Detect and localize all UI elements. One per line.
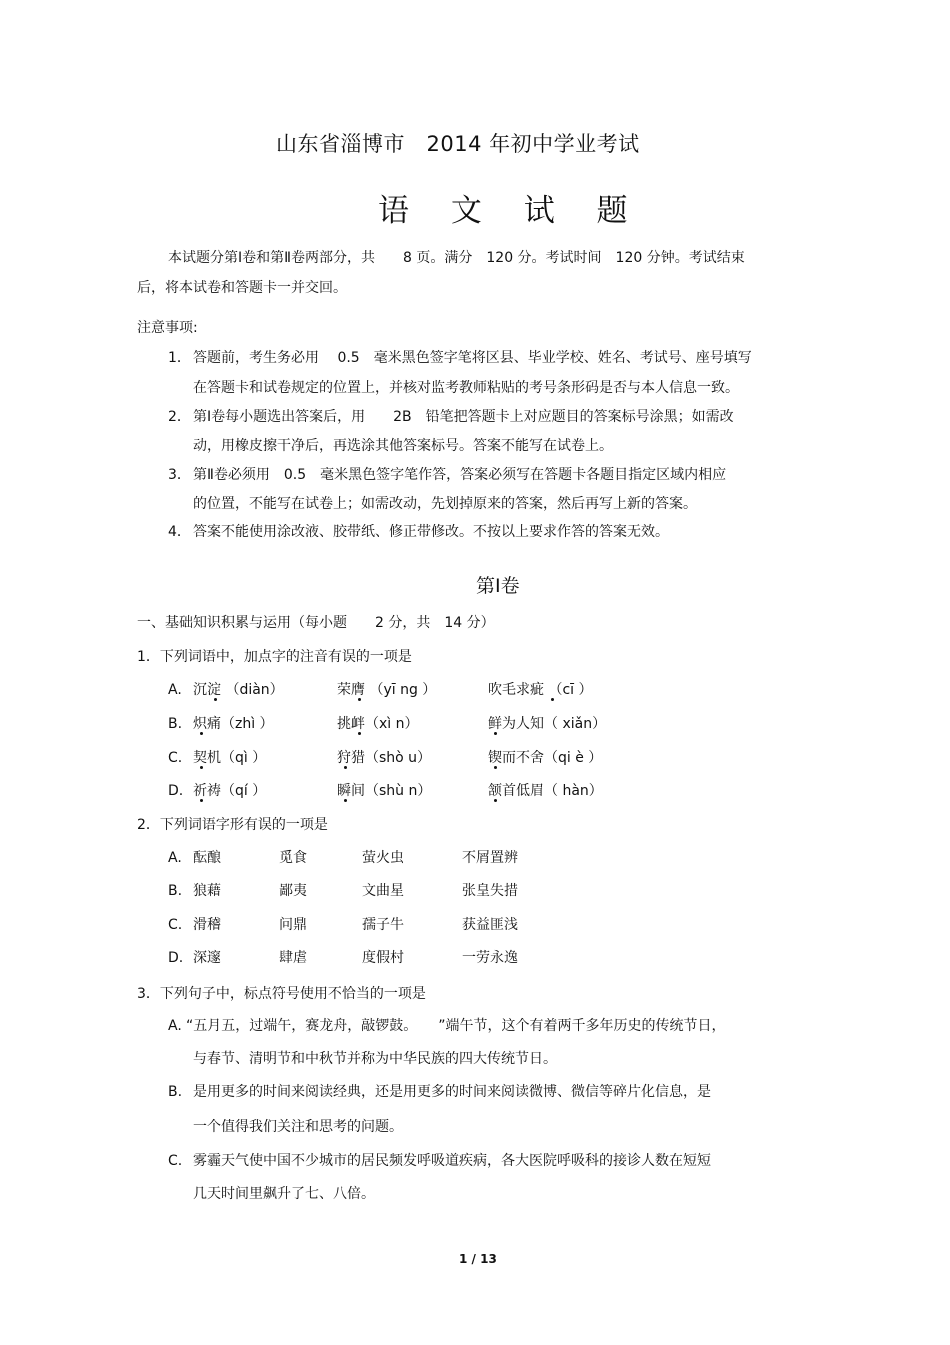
emphasis-dot — [494, 799, 497, 802]
intro-line-1: 本试题分第Ⅰ卷和第Ⅱ卷两部分，共 8 页。满分 120 分。考试时间 120 分钟。考试结束 — [168, 250, 745, 266]
q1-option-a-word-2: 荣膺 （yī ng ） — [337, 682, 437, 698]
emphasis-dot — [358, 698, 361, 701]
q2-option-b-word-2: 鄙夷 — [279, 883, 307, 899]
q2-option-a-word-2: 觅食 — [279, 850, 307, 866]
q3-option-c-line-2: 几天时间里飙升了七、八倍。 — [193, 1186, 375, 1202]
q1-option-c-label: C. — [168, 750, 183, 766]
question-3-stem: 3．下列句子中，标点符号使用不恰当的一项是 — [137, 986, 426, 1002]
emphasis-dot — [358, 732, 361, 735]
emphasis-dot — [344, 766, 347, 769]
part-1-heading: 第Ⅰ卷 — [476, 575, 520, 597]
q2-option-a-label: A. — [168, 850, 182, 866]
intro-line-2: 后，将本试卷和答题卡一并交回。 — [137, 280, 347, 296]
q3-option-a-line-1: “五月五，过端午，赛龙舟，敲锣鼓。 ”端午节，这个有着两千多年历史的传统节日， — [186, 1018, 726, 1034]
q2-option-c-label: C. — [168, 917, 183, 933]
note-4-num: 4． — [168, 524, 191, 540]
q2-option-c-word-3: 孺子牛 — [362, 917, 404, 933]
emphasis-dot — [494, 766, 497, 769]
q2-option-c-word-2: 问鼎 — [279, 917, 307, 933]
question-2-stem: 2．下列词语字形有误的一项是 — [137, 817, 328, 833]
q1-option-d-label: D. — [168, 783, 184, 799]
q1-option-b-word-1: 炽痛（zhì ） — [193, 716, 274, 732]
q2-option-a-word-3: 萤火虫 — [362, 850, 404, 866]
q1-option-a-label: A. — [168, 682, 182, 698]
q3-option-a-label: A. — [168, 1018, 182, 1034]
q2-option-a-word-4: 不屑置辨 — [462, 850, 518, 866]
note-1-num: 1． — [168, 350, 191, 366]
emphasis-dot — [200, 732, 203, 735]
emphasis-dot — [200, 766, 203, 769]
note-2-line-1: 第Ⅰ卷每小题选出答案后，用 2B 铅笔把答题卡上对应题目的答案标号涂黑；如需改 — [193, 409, 734, 425]
q2-option-d-label: D. — [168, 950, 184, 966]
page-number: 1 / 13 — [459, 1252, 497, 1266]
note-1-line-2: 在答题卡和试卷规定的位置上，并核对监考教师粘贴的考号条形码是否与本人信息一致。 — [193, 380, 739, 396]
question-1-stem: 1．下列词语中，加点字的注音有误的一项是 — [137, 649, 412, 665]
q2-option-b-label: B. — [168, 883, 183, 899]
q3-option-b-line-2: 一个值得我们关注和思考的问题。 — [193, 1119, 403, 1135]
q2-option-b-word-3: 文曲星 — [362, 883, 404, 899]
q1-option-d-word-1: 祈祷（qí ） — [193, 783, 267, 799]
q1-option-c-word-3: 锲而不舍（qi è ） — [488, 750, 603, 766]
q1-option-c-word-1: 契机（qì ） — [193, 750, 267, 766]
emphasis-dot — [551, 698, 554, 701]
note-3-line-1: 第Ⅱ卷必须用 0.5 毫米黑色签字笔作答，答案必须写在答题卡各题目指定区域内相应 — [193, 467, 727, 483]
note-3-line-2: 的位置，不能写在试卷上；如需改动，先划掉原来的答案，然后再写上新的答案。 — [193, 496, 697, 512]
q1-option-b-word-3: 鲜为人知（ xiǎn） — [488, 716, 607, 732]
exam-subtitle: 语 文 试 题 — [378, 193, 644, 229]
q1-option-a-word-1: 沉淀 （diàn） — [193, 682, 284, 698]
section-1-heading: 一、基础知识积累与运用（每小题 2 分，共 14 分） — [137, 615, 495, 631]
q1-option-d-word-3: 颔首低眉（ hàn） — [488, 783, 603, 799]
emphasis-dot — [200, 799, 203, 802]
q2-option-c-word-4: 获益匪浅 — [462, 917, 518, 933]
emphasis-dot — [494, 732, 497, 735]
note-4-line-1: 答案不能使用涂改液、胶带纸、修正带修改。不按以上要求作答的答案无效。 — [193, 524, 669, 540]
q2-option-b-word-1: 狼藉 — [193, 883, 221, 899]
q3-option-a-line-2: 与春节、清明节和中秋节并称为中华民族的四大传统节日。 — [193, 1051, 557, 1067]
q2-option-d-word-1: 深邃 — [193, 950, 221, 966]
exam-title: 山东省淄博市 2014 年初中学业考试 — [276, 132, 640, 156]
q2-option-d-word-4: 一劳永逸 — [462, 950, 518, 966]
notes-heading: 注意事项: — [137, 320, 198, 336]
q1-option-d-word-2: 瞬间（shù n） — [337, 783, 432, 799]
q1-option-a-word-3: 吹毛求疵 （cī ） — [488, 682, 593, 698]
q2-option-d-word-3: 度假村 — [362, 950, 404, 966]
q3-option-c-label: C. — [168, 1153, 183, 1169]
q3-option-b-line-1: 是用更多的时间来阅读经典，还是用更多的时间来阅读微博、微信等碎片化信息，是 — [193, 1084, 711, 1100]
emphasis-dot — [214, 698, 217, 701]
q3-option-b-label: B. — [168, 1084, 183, 1100]
q2-option-d-word-2: 肆虐 — [279, 950, 307, 966]
q2-option-a-word-1: 酝酿 — [193, 850, 221, 866]
q1-option-c-word-2: 狩猎（shò u） — [337, 750, 432, 766]
note-2-num: 2． — [168, 409, 191, 425]
emphasis-dot — [344, 799, 347, 802]
q3-option-c-line-1: 雾霾天气使中国不少城市的居民频发呼吸道疾病，各大医院呼吸科的接诊人数在短短 — [193, 1153, 711, 1169]
q1-option-b-word-2: 挑衅（xì n） — [337, 716, 419, 732]
q1-option-b-label: B. — [168, 716, 183, 732]
note-3-num: 3． — [168, 467, 191, 483]
q2-option-c-word-1: 滑稽 — [193, 917, 221, 933]
note-2-line-2: 动，用橡皮擦干净后，再选涂其他答案标号。答案不能写在试卷上。 — [193, 438, 613, 454]
note-1-line-1: 答题前，考生务必用 0.5 毫米黑色签字笔将区县、毕业学校、姓名、考试号、座号填写 — [193, 350, 752, 366]
q2-option-b-word-4: 张皇失措 — [462, 883, 518, 899]
